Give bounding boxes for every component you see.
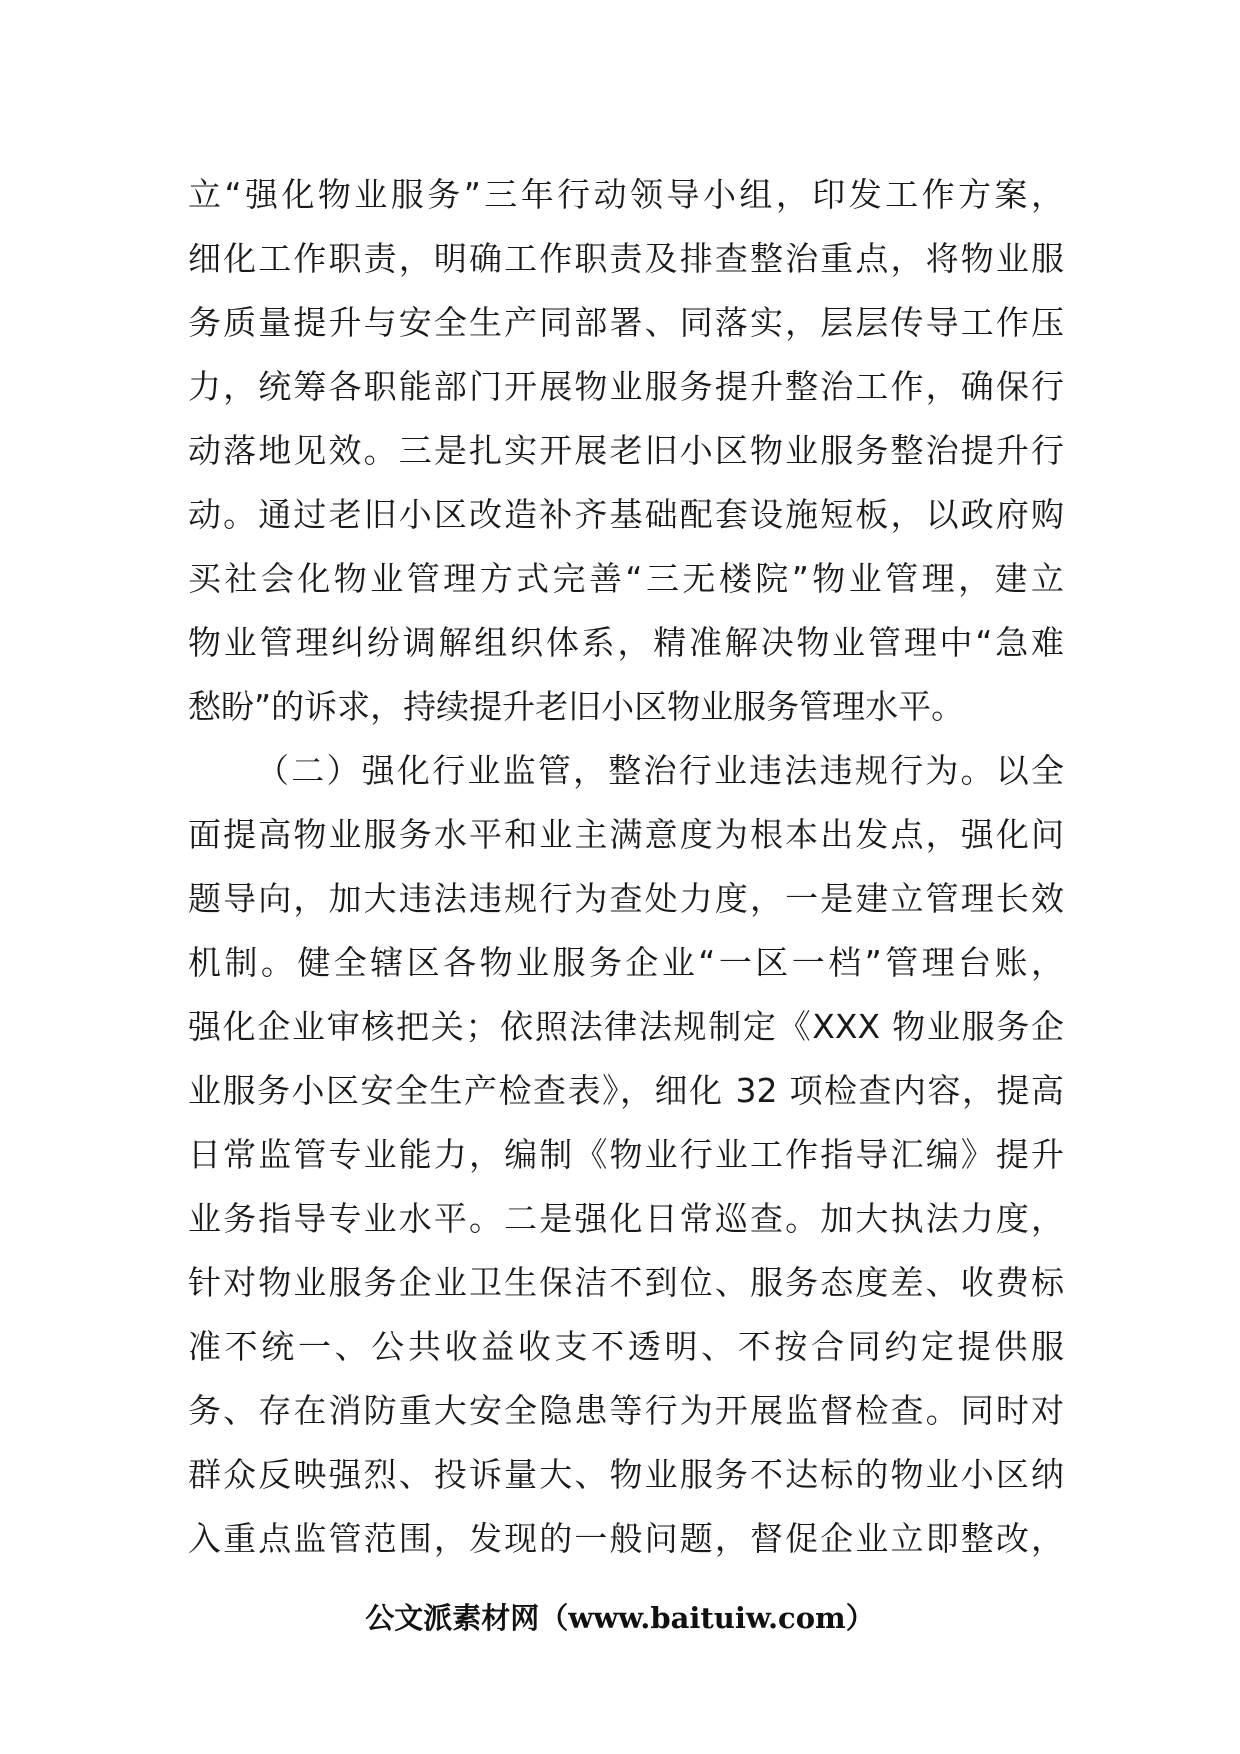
footer-watermark-text: 公文派素材网（www.baituiw.com） <box>365 1601 875 1635</box>
text-line: 入重点监管范围，发现的一般问题，督促企业立即整改， <box>188 1519 1064 1558</box>
text-line: 买社会化物业管理方式完善“三无楼院”物业管理，建立 <box>188 559 1064 598</box>
text-line: 群众反映强烈、投诉量大、物业服务不达标的物业小区纳 <box>188 1455 1064 1494</box>
text-line: 动。通过老旧小区改造补齐基础配套设施短板，以政府购 <box>188 495 1064 534</box>
text-line: 细化工作职责，明确工作职责及排查整治重点，将物业服 <box>188 239 1064 278</box>
text-line: 务、存在消防重大安全隐患等行为开展监督检查。同时对 <box>188 1391 1064 1430</box>
text-line: 愁盼”的诉求，持续提升老旧小区物业服务管理水平。 <box>188 687 965 726</box>
text-line: 动落地见效。三是扎实开展老旧小区物业服务整治提升行 <box>188 431 1064 470</box>
text-line: 业服务小区安全生产检查表》，细化 32 项检查内容，提高 <box>188 1071 1064 1110</box>
text-line: 务质量提升与安全生产同部署、同落实，层层传导工作压 <box>188 303 1064 342</box>
text-line: 业务指导专业水平。二是强化日常巡查。加大执法力度， <box>188 1199 1064 1238</box>
text-line: 力，统筹各职能部门开展物业服务提升整治工作，确保行 <box>188 367 1064 406</box>
text-line: 强化企业审核把关；依照法律法规制定《XXX 物业服务企 <box>188 1007 1064 1046</box>
text-line: 面提高物业服务水平和业主满意度为根本出发点，强化问 <box>188 815 1064 854</box>
text-line: 题导向，加大违法违规行为查处力度，一是建立管理长效 <box>188 879 1064 918</box>
text-line: 针对物业服务企业卫生保洁不到位、服务态度差、收费标 <box>188 1263 1064 1302</box>
text-line: 立“强化物业服务”三年行动领导小组，印发工作方案， <box>188 175 1064 214</box>
text-line: 准不统一、公共收益收支不透明、不按合同约定提供服 <box>188 1327 1064 1366</box>
text-line: 日常监管专业能力，编制《物业行业工作指导汇编》提升 <box>188 1135 1064 1174</box>
text-line: 机制。健全辖区各物业服务企业“一区一档”管理台账， <box>188 943 1064 982</box>
text-line: 物业管理纠纷调解组织体系，精准解决物业管理中“急难 <box>188 623 1064 662</box>
section-heading-line: （二）强化行业监管，整治行业违法违规行为。以全 <box>256 751 1064 790</box>
